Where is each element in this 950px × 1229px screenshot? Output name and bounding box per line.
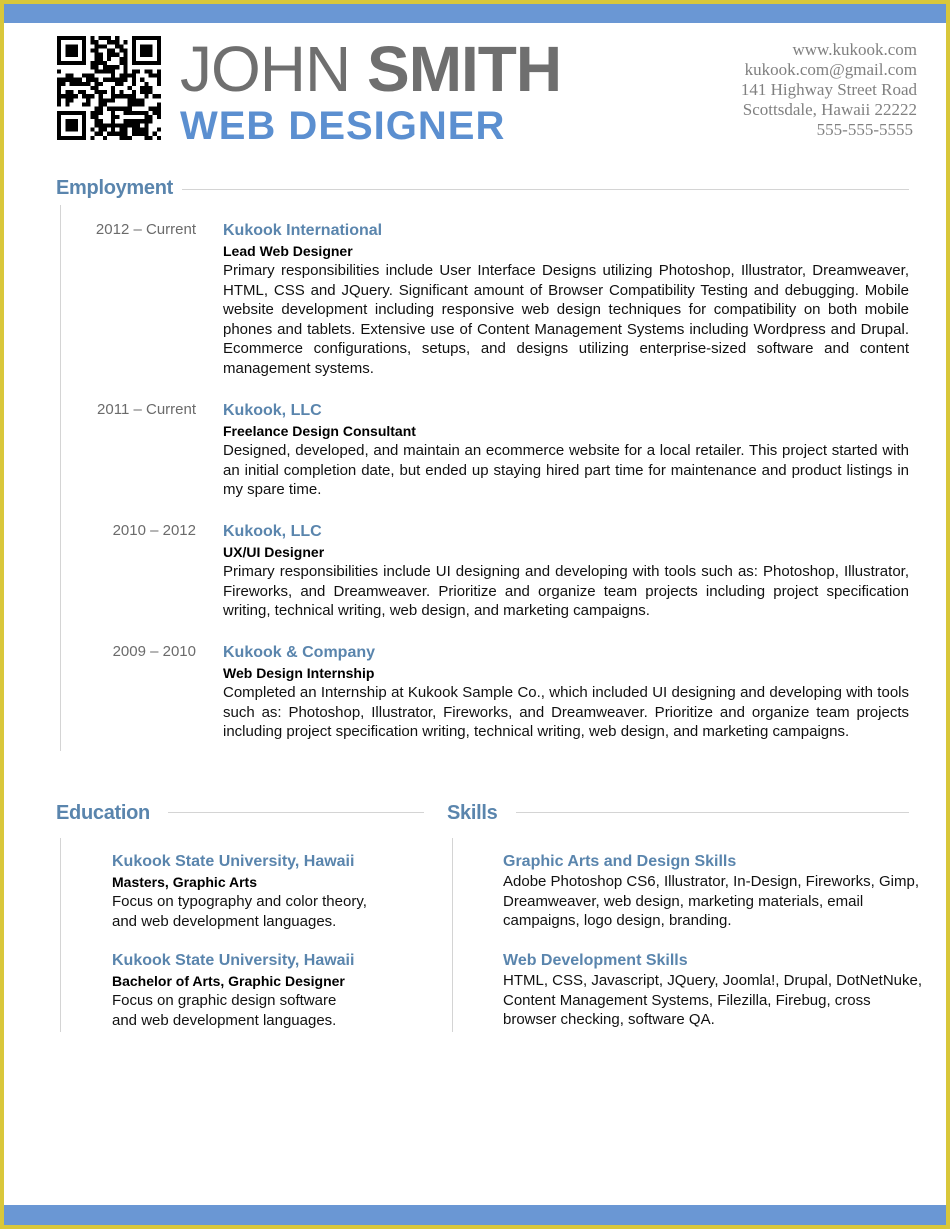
education-description-line: Focus on graphic design software [112,992,337,1009]
skill-title: Web Development Skills [503,952,688,969]
street-address: 141 Highway Street Road [740,80,917,99]
job-dates: 2012 – Current [95,221,196,238]
job-company: Kukook & Company [223,644,376,661]
last-name: SMITH [367,33,562,105]
job-dates: 2009 – 2010 [112,643,196,660]
job-dates: 2011 – Current [97,401,196,418]
job-position: Web Design Internship [223,665,375,681]
job-dates: 2010 – 2012 [112,522,196,539]
job-title: WEB DESIGNER [180,104,506,148]
education-description-line: Focus on typography and color theory, [112,893,367,910]
top-accent-bar [4,4,946,23]
skill-description-line: Dreamweaver, web design, marketing materials, email [503,892,864,910]
resume-page [4,4,946,1225]
phone-number: 555-555-5555 [816,120,913,139]
skill-description-line: Adobe Photoshop CS6, Illustrator, In-Design, Fireworks, Gimp, [503,873,920,890]
skill-description-line: browser checking, software QA. [503,1011,715,1028]
skill-title: Graphic Arts and Design Skills [503,853,737,870]
employment-heading: Employment [56,177,174,199]
education-timeline-line [60,838,61,1032]
degree: Bachelor of Arts, Graphic Designer [112,973,345,989]
job-company: Kukook, LLC [223,402,322,419]
degree: Masters, Graphic Arts [112,874,257,890]
school-name: Kukook State University, Hawaii [112,952,355,969]
employment-timeline-line [60,205,61,751]
first-name: JOHN [180,33,351,105]
bottom-accent-bar [4,1205,946,1225]
skills-timeline-line [452,838,453,1032]
skills-divider [516,812,909,813]
job-position: Freelance Design Consultant [223,423,416,439]
school-name: Kukook State University, Hawaii [112,853,355,870]
skill-entry [503,852,923,931]
education-entry [112,951,432,1030]
email-link[interactable]: kukook.com@gmail.com [744,60,917,79]
skill-description-line: Content Management Systems, Filezilla, Firebug, cross [503,991,871,1009]
education-entry [112,852,432,931]
job-description: Completed an Internship at Kukook Sample Co., which included UI designing and developing with tools such as: Photoshop, Illustrator, Fireworks, and Dreamweaver. Prioritize and organize team projects including project specification writing, technical writing, web design, and marketing campaigns. [223,684,909,741]
education-description-line: and web development languages. [112,912,337,930]
skill-description-line: campaigns, logo design, branding. [503,912,732,929]
job-description: Primary responsibilities include User Interface Designs utilizing Photoshop, Illustrator, Dreamweaver, HTML, CSS and JQuery. Significant amount of Browser Compatibility Testing and debugging. Mobile website development including responsive web design techniques for compatibility on both mobile phones and tablets. Extensive use of Content Management Systems including Wordpress and Drupal. Ecommerce configurations, setups, and designs utilizing enterprise-sized software and content management systems. [223,262,909,377]
contact-info [741,40,917,140]
candidate-name [180,34,561,104]
education-description-line: and web development languages. [112,1011,337,1029]
skills-heading: Skills [447,802,498,824]
education-heading: Education [56,802,150,824]
job-description: Primary responsibilities include UI designing and developing with tools such as: Photoshop, Illustrator, Fireworks, and Dreamweaver. Prioritize and organize team projects including project specification writing, technical writing, web design, and marketing campaigns. [223,563,909,620]
website-link[interactable]: www.kukook.com [792,40,917,59]
job-company: Kukook, LLC [223,523,322,540]
skill-description-line: HTML, CSS, Javascript, JQuery, Joomla!, Drupal, DotNetNuke, [503,972,923,989]
city-address: Scottsdale, Hawaii 22222 [742,100,917,119]
education-divider [168,812,424,813]
job-position: UX/UI Designer [223,544,325,560]
job-company: Kukook International [223,222,383,239]
qr-code-icon [57,36,161,140]
job-description: Designed, developed, and maintain an ecommerce website for a local retailer. This project started with an initial completion date, but ended up staying hired part time for maintenance and product listings in my spare time. [223,442,909,499]
employment-divider [182,189,909,190]
job-position: Lead Web Designer [223,243,353,259]
skill-entry [503,951,923,1030]
